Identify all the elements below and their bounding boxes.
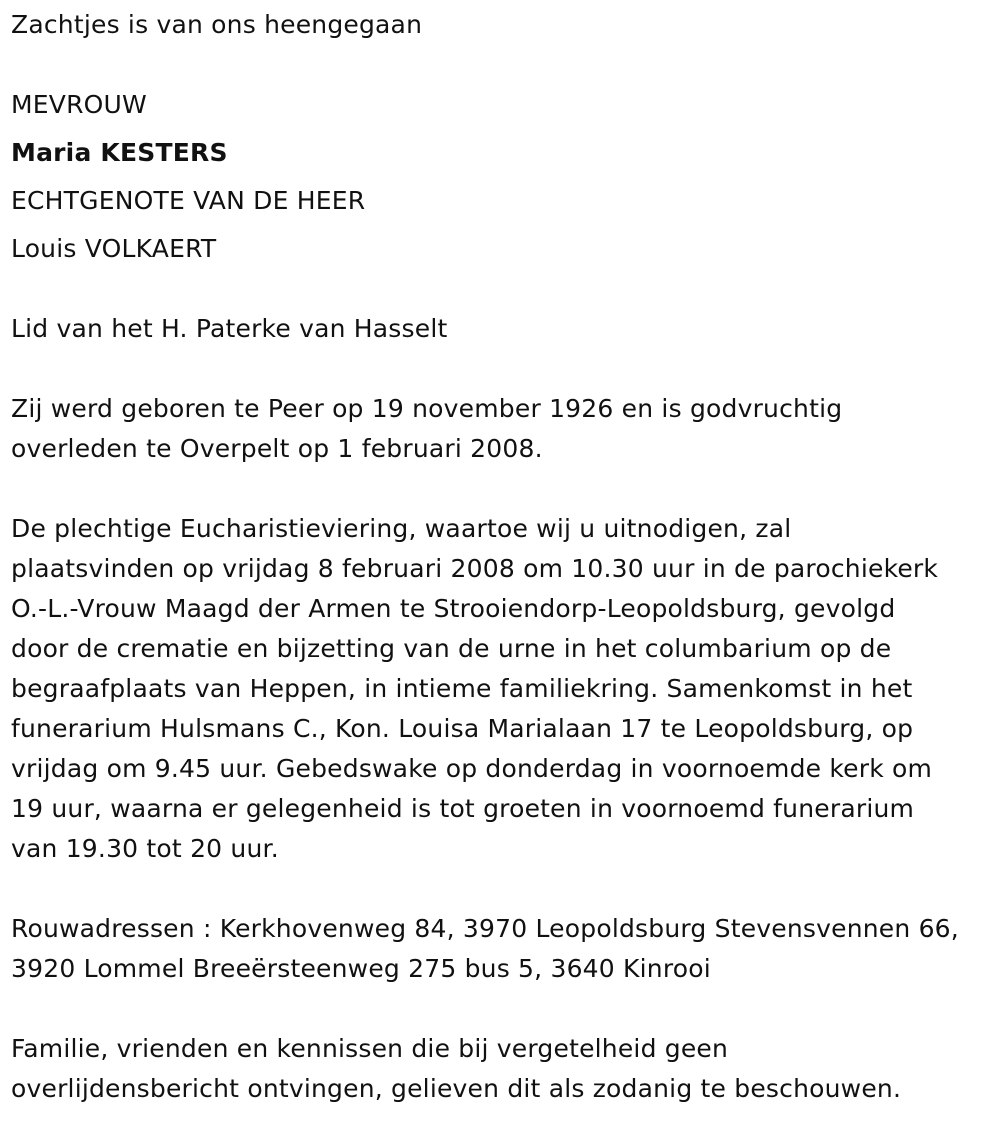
- birth-death-line: overleden te Overpelt op 1 februari 2008.: [11, 434, 543, 463]
- closing-line: Familie, vrienden en kennissen die bij vergetelheid geen: [11, 1034, 729, 1063]
- intro-line: Zachtjes is van ons heengegaan: [11, 10, 423, 39]
- membership-line: Lid van het H. Paterke van Hasselt: [11, 314, 448, 343]
- ceremony-line: door de crematie en bijzetting van de urne in het columbarium op de: [11, 634, 892, 663]
- ceremony-line: De plechtige Eucharistieviering, waartoe wij u uitnodigen, zal: [11, 514, 792, 543]
- addresses-line: Rouwadressen : Kerkhovenweg 84, 3970 Leopoldsburg Stevensvennen 66,: [11, 914, 959, 943]
- deceased-name: Maria KESTERS: [11, 138, 228, 167]
- ceremony-line: O.-L.-Vrouw Maagd der Armen te Strooiendorp-Leopoldsburg, gevolgd: [11, 594, 896, 623]
- ceremony-line: van 19.30 tot 20 uur.: [11, 834, 279, 863]
- ceremony-line: 19 uur, waarna er gelegenheid is tot groeten in voornoemd funerarium: [11, 794, 915, 823]
- spouse-prefix: ECHTGENOTE VAN DE HEER: [11, 186, 366, 215]
- ceremony-line: plaatsvinden op vrijdag 8 februari 2008 om 10.30 uur in de parochiekerk: [11, 554, 939, 583]
- ceremony-line: begraafplaats van Heppen, in intieme familiekring. Samenkomst in het: [11, 674, 913, 703]
- ceremony-line: vrijdag om 9.45 uur. Gebedswake op donderdag in voornoemde kerk om: [11, 754, 933, 783]
- closing-line: overlijdensbericht ontvingen, gelieven dit als zodanig te beschouwen.: [11, 1074, 902, 1103]
- ceremony-line: funerarium Hulsmans C., Kon. Louisa Marialaan 17 te Leopoldsburg, op: [11, 714, 914, 743]
- birth-death-line: Zij werd geboren te Peer op 19 november 1926 en is godvruchtig: [11, 394, 843, 423]
- addresses-line: 3920 Lommel Breeërsteenweg 275 bus 5, 3640 Kinrooi: [11, 954, 711, 983]
- honorific: MEVROUW: [11, 90, 147, 119]
- spouse-name: Louis VOLKAERT: [11, 234, 217, 263]
